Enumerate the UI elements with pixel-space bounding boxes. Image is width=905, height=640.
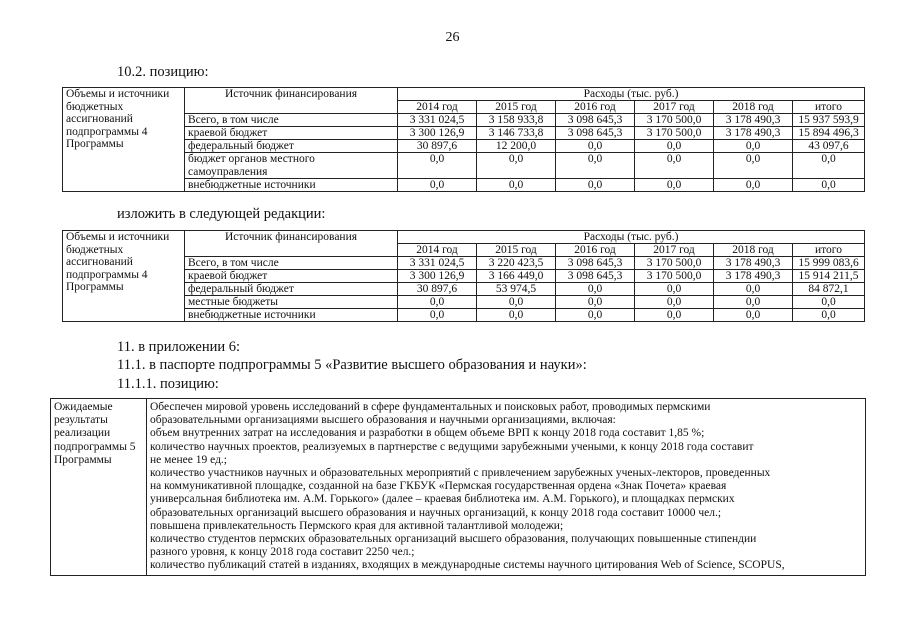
cell-value: 3 300 126,9 — [398, 127, 477, 140]
text-line: количество участников научных и образовательных мероприятий с привлечением зарубежных ученых-лекторов, проведенных — [150, 467, 771, 480]
cell-value: 0,0 — [635, 296, 714, 309]
cell-value: 3 166 449,0 — [477, 270, 556, 283]
cell-value: 0,0 — [556, 309, 635, 322]
cell-value: 3 178 490,3 — [714, 257, 793, 270]
text-line: Обеспечен мировой уровень исследований в сфере фундаментальных и поисковых работ, проводимых пермскими — [150, 401, 711, 413]
table2-year-header: 2014 год — [398, 244, 477, 257]
cell-value: 43 097,6 — [793, 140, 865, 153]
cell-value: 0,0 — [398, 153, 477, 179]
cell-value: 0,0 — [477, 153, 556, 179]
cell-value: 0,0 — [793, 309, 865, 322]
table1-label: Объемы и источники бюджетных ассигнований подпрограммы 4 Программы — [63, 88, 185, 192]
cell-value: 30 897,6 — [398, 283, 477, 296]
table1-year-header: 2016 год — [556, 101, 635, 114]
row-source-name: федеральный бюджет — [185, 283, 398, 296]
cell-value: 15 937 593,9 — [793, 114, 865, 127]
cell-value: 0,0 — [477, 296, 556, 309]
table1-year-header: 2017 год — [635, 101, 714, 114]
table2-label: Объемы и источники бюджетных ассигнований подпрограммы 4 Программы — [63, 231, 185, 322]
cell-value: 3 178 490,3 — [714, 270, 793, 283]
cell-value: 0,0 — [556, 296, 635, 309]
heading-appendix-6: 11. в приложении 6: — [117, 339, 241, 355]
cell-value: 0,0 — [398, 309, 477, 322]
text-line: разного уровня, к концу 2018 года составит 2250 чел.; — [150, 546, 415, 559]
cell-value: 3 158 933,8 — [477, 114, 556, 127]
page-number: 26 — [445, 30, 460, 45]
budget-table-new — [62, 230, 865, 322]
row-source-name: Всего, в том числе — [185, 257, 398, 270]
row-source-name: краевой бюджет — [185, 270, 398, 283]
cell-value: 3 170 500,0 — [635, 257, 714, 270]
cell-value: 0,0 — [635, 309, 714, 322]
heading-passport-subprogram-5: 11.1. в паспорте подпрограммы 5 «Развитие высшего образования и науки»: — [117, 357, 587, 373]
table1-year-header: 2014 год — [398, 101, 477, 114]
cell-value: 0,0 — [556, 153, 635, 179]
cell-value: 53 974,5 — [477, 283, 556, 296]
cell-value: 0,0 — [635, 153, 714, 179]
cell-value: 15 999 083,6 — [793, 257, 865, 270]
cell-value: 0,0 — [793, 296, 865, 309]
cell-value: 3 098 645,3 — [556, 270, 635, 283]
row-source-name: внебюджетные источники — [185, 179, 398, 192]
text-line: объем внутренних затрат на исследования и разработки в общем объеме ВРП к концу 2018 года составит 1,85 %; — [150, 427, 705, 440]
cell-value: 0,0 — [714, 309, 793, 322]
cell-value: 0,0 — [556, 179, 635, 192]
text-line: повышена привлекательность Пермского края для активной талантливой молодежи; — [150, 519, 564, 532]
budget-table-old — [62, 87, 865, 192]
row-source-name: бюджет органов местного самоуправления — [185, 153, 398, 179]
cell-value: 0,0 — [793, 179, 865, 192]
text-line: образовательных организаций высшего образования и научных организаций, к концу 2018 года составит 10000 чел.; — [150, 506, 722, 519]
table1-total-header: итого — [793, 101, 865, 114]
cell-value: 15 894 496,3 — [793, 127, 865, 140]
cell-value: 0,0 — [477, 179, 556, 192]
table2-year-header: 2018 год — [714, 244, 793, 257]
text-line: на коммуникативной площадке, созданной на базе ГКБУК «Пермская государственная ордена «Знак Почета» краевая — [150, 480, 727, 493]
heading-position-10-2: 10.2. позицию: — [117, 64, 209, 80]
text-line: не менее 19 ед.; — [150, 453, 228, 466]
table2-year-header: 2016 год — [556, 244, 635, 257]
cell-value: 3 098 645,3 — [556, 127, 635, 140]
cell-value: 0,0 — [635, 179, 714, 192]
table2-expenses-header: Расходы (тыс. руб.) — [398, 231, 865, 244]
table1-source-header: Источник финансирования — [185, 88, 398, 114]
table1-year-header: 2018 год — [714, 101, 793, 114]
row-source-name: краевой бюджет — [185, 127, 398, 140]
cell-value: 0,0 — [793, 153, 865, 179]
cell-value: 0,0 — [635, 140, 714, 153]
row-source-name: федеральный бюджет — [185, 140, 398, 153]
cell-value: 3 146 733,8 — [477, 127, 556, 140]
table2-total-header: итого — [793, 244, 865, 257]
cell-value: 3 331 024,5 — [398, 257, 477, 270]
text-line: количество студентов пермских образовательных организаций высшего образования, получающих повышенные стипендии — [150, 533, 757, 546]
heading-position-11-1-1: 11.1.1. позицию: — [117, 376, 219, 392]
row-source-name: внебюджетные источники — [185, 309, 398, 322]
cell-value: 30 897,6 — [398, 140, 477, 153]
expected-results-text — [147, 399, 866, 576]
cell-value: 3 098 645,3 — [556, 114, 635, 127]
cell-value: 0,0 — [635, 283, 714, 296]
table2-year-header: 2017 год — [635, 244, 714, 257]
cell-value: 3 220 423,5 — [477, 257, 556, 270]
cell-value: 0,0 — [556, 283, 635, 296]
cell-value: 3 170 500,0 — [635, 127, 714, 140]
row-source-name: местные бюджеты — [185, 296, 398, 309]
cell-value: 3 170 500,0 — [635, 270, 714, 283]
cell-value: 3 331 024,5 — [398, 114, 477, 127]
cell-value: 15 914 211,5 — [793, 270, 865, 283]
text-line: количество научных проектов, реализуемых в партнерстве с ведущими зарубежными учеными, к концу 2018 года составит — [150, 440, 754, 453]
cell-value: 12 200,0 — [477, 140, 556, 153]
table1-year-header: 2015 год — [477, 101, 556, 114]
text-line: образовательными организациями высшего образования и научными организациями, включая: — [150, 414, 616, 427]
cell-value: 3 178 490,3 — [714, 127, 793, 140]
cell-value: 3 178 490,3 — [714, 114, 793, 127]
table2-source-header: Источник финансирования — [185, 231, 398, 257]
cell-value: 0,0 — [398, 296, 477, 309]
heading-new-edition: изложить в следующей редакции: — [117, 206, 326, 222]
cell-value: 3 098 645,3 — [556, 257, 635, 270]
cell-value: 0,0 — [398, 179, 477, 192]
cell-value: 0,0 — [714, 283, 793, 296]
table2-year-header: 2015 год — [477, 244, 556, 257]
text-line: количество публикаций статей в изданиях, входящих в международные системы научного цитирования Web of Science, SCOPUS, — [150, 559, 785, 572]
cell-value: 0,0 — [714, 153, 793, 179]
cell-value: 0,0 — [714, 140, 793, 153]
cell-value: 3 170 500,0 — [635, 114, 714, 127]
cell-value: 0,0 — [714, 296, 793, 309]
text-line: универсальная библиотека им. А.М. Горького» (далее – краевая библиотека им. А.М. Горького), и площадках пермских — [150, 493, 735, 506]
cell-value: 0,0 — [556, 140, 635, 153]
table1-expenses-header: Расходы (тыс. руб.) — [398, 88, 865, 101]
expected-results-table — [50, 398, 866, 576]
cell-value: 0,0 — [714, 179, 793, 192]
cell-value: 0,0 — [477, 309, 556, 322]
expected-results-label: Ожидаемые результаты реализации подпрограммы 5 Программы — [51, 399, 147, 576]
cell-value: 84 872,1 — [793, 283, 865, 296]
cell-value: 3 300 126,9 — [398, 270, 477, 283]
row-source-name: Всего, в том числе — [185, 114, 398, 127]
